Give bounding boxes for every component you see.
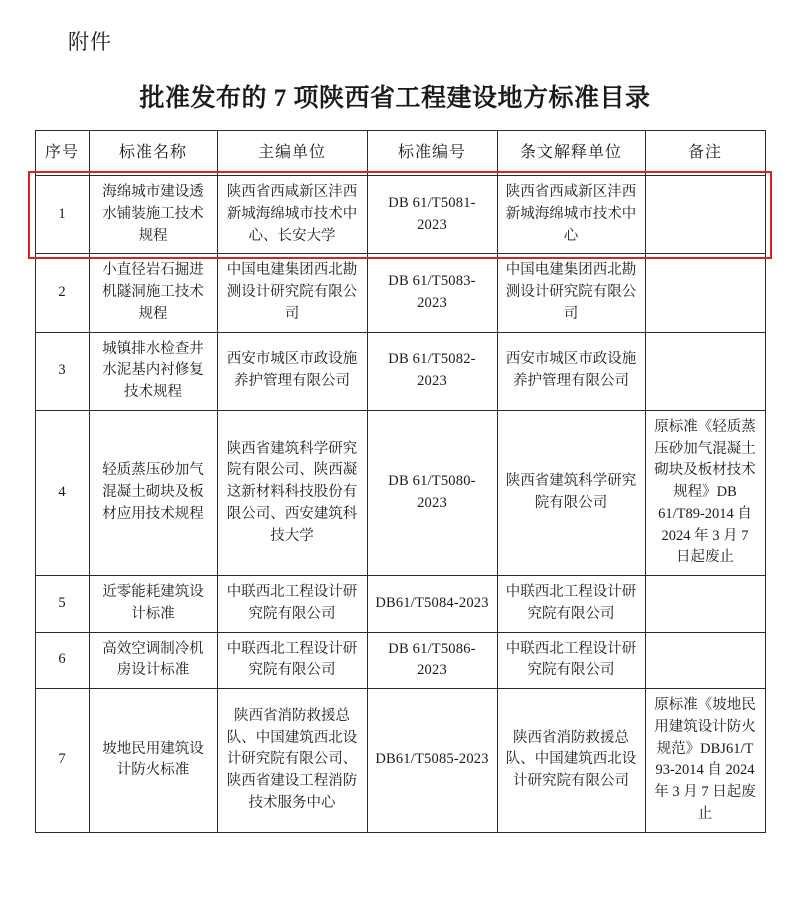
cell-name: 高效空调制冷机房设计标准: [89, 632, 217, 689]
table-row: [35, 254, 765, 332]
column-header-code: 标准编号: [367, 131, 497, 176]
cell-no: 5: [35, 576, 89, 633]
cell-code: DB 61/T5080-2023: [367, 410, 497, 575]
table-header: [35, 131, 765, 176]
table-row: [35, 176, 765, 254]
standards-table: [35, 130, 766, 833]
cell-code: DB 61/T5081-2023: [367, 176, 497, 254]
table-row: [35, 689, 765, 833]
cell-unit: 陕西省西咸新区沣西新城海绵城市技术中心、长安大学: [217, 176, 367, 254]
cell-code: DB61/T5085-2023: [367, 689, 497, 833]
column-header-no: 序号: [35, 131, 89, 176]
cell-name: 轻质蒸压砂加气混凝土砌块及板材应用技术规程: [89, 410, 217, 575]
cell-no: 3: [35, 332, 89, 410]
cell-unit: 中联西北工程设计研究院有限公司: [217, 632, 367, 689]
cell-remark: [645, 632, 765, 689]
cell-no: 2: [35, 254, 89, 332]
cell-name: 坡地民用建筑设计防火标准: [89, 689, 217, 833]
table-row: [35, 410, 765, 575]
cell-interpreter: 陕西省西咸新区沣西新城海绵城市技术中心: [497, 176, 645, 254]
cell-name: 海绵城市建设透水铺装施工技术规程: [89, 176, 217, 254]
column-header-interpreter: 条文解释单位: [497, 131, 645, 176]
cell-unit: 中国电建集团西北勘测设计研究院有限公司: [217, 254, 367, 332]
cell-remark: 原标准《轻质蒸压砂加气混凝土砌块及板材技术规程》DB 61/T89-2014 自 2024 年 3 月 7 日起废止: [645, 410, 765, 575]
table-header-row: [35, 131, 765, 176]
column-header-unit: 主编单位: [217, 131, 367, 176]
cell-remark: 原标准《坡地民用建筑设计防火规范》DBJ61/T 93-2014 自 2024 年 3 月 7 日起废止: [645, 689, 765, 833]
cell-code: DB61/T5084-2023: [367, 576, 497, 633]
cell-remark: [645, 332, 765, 410]
cell-code: DB 61/T5086-2023: [367, 632, 497, 689]
table-body: [35, 176, 765, 833]
cell-remark: [645, 254, 765, 332]
cell-interpreter: 中联西北工程设计研究院有限公司: [497, 632, 645, 689]
cell-name: 城镇排水检查井水泥基内衬修复技术规程: [89, 332, 217, 410]
column-header-name: 标准名称: [89, 131, 217, 176]
cell-remark: [645, 576, 765, 633]
cell-interpreter: 陕西省消防救援总队、中国建筑西北设计研究院有限公司: [497, 689, 645, 833]
cell-interpreter: 中国电建集团西北勘测设计研究院有限公司: [497, 254, 645, 332]
cell-unit: 中联西北工程设计研究院有限公司: [217, 576, 367, 633]
cell-code: DB 61/T5083-2023: [367, 254, 497, 332]
cell-no: 7: [35, 689, 89, 833]
cell-no: 6: [35, 632, 89, 689]
table-row: [35, 576, 765, 633]
cell-interpreter: 西安市城区市政设施养护管理有限公司: [497, 332, 645, 410]
page-title: 批准发布的 7 项陕西省工程建设地方标准目录: [139, 85, 651, 112]
column-header-remark: 备注: [645, 131, 765, 176]
cell-name: 近零能耗建筑设计标准: [89, 576, 217, 633]
table-row: [35, 332, 765, 410]
table-row: [35, 632, 765, 689]
attachment-label: 附件: [68, 30, 112, 54]
cell-unit: 西安市城区市政设施养护管理有限公司: [217, 332, 367, 410]
cell-unit: 陕西省建筑科学研究院有限公司、陕西凝这新材料科技股份有限公司、西安建筑科技大学: [217, 410, 367, 575]
cell-no: 4: [35, 410, 89, 575]
cell-interpreter: 陕西省建筑科学研究院有限公司: [497, 410, 645, 575]
cell-remark: [645, 176, 765, 254]
cell-code: DB 61/T5082-2023: [367, 332, 497, 410]
cell-unit: 陕西省消防救援总队、中国建筑西北设计研究院有限公司、陕西省建设工程消防技术服务中心: [217, 689, 367, 833]
cell-name: 小直径岩石掘进机隧洞施工技术规程: [89, 254, 217, 332]
cell-interpreter: 中联西北工程设计研究院有限公司: [497, 576, 645, 633]
cell-no: 1: [35, 176, 89, 254]
